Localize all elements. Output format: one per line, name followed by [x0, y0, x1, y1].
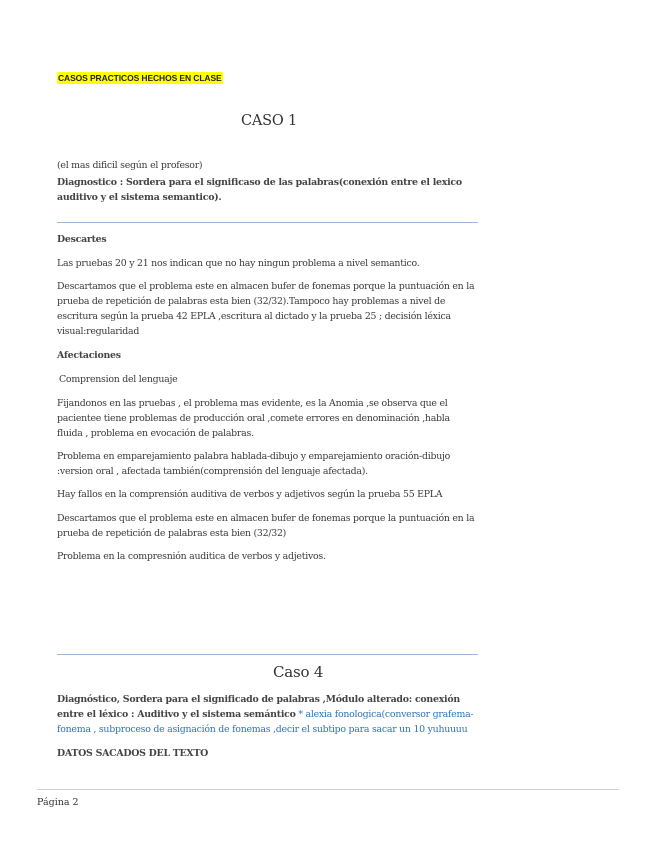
descartes-paragraph-2: Descartamos que el problema este en almacen bufer de fonemas porque la puntuación en la prueba de repetición de palabras esta bien (32/32).Tampoco hay problemas a nivel de escritura según la prueba 42 EPLA ,escritura al dictado y la prueba 25 ; decisión léxica visual:regularidad	[57, 281, 475, 337]
caso4-diagnostico	[57, 692, 477, 737]
datos-heading: DATOS SACADOS DEL TEXTO	[57, 748, 209, 759]
footer-divider	[37, 789, 619, 790]
afectaciones-paragraph-5: Problema en la compresnión auditica de verbos y adjetivos.	[57, 551, 326, 562]
afectaciones-paragraph-4: Descartamos que el problema este en almacen bufer de fonemas porque la puntuación en la prueba de repetición de palabras esta bien (32/32)	[57, 513, 475, 539]
descartes-heading: Descartes	[57, 234, 107, 245]
caso4-title: Caso 4	[273, 663, 324, 681]
comprension-heading: Comprension del lenguaje	[59, 374, 178, 385]
caso4-diagnostico-bold: Diagnóstico, Sordera para el significado de palabras ,Módulo alterado: conexión entre el léxico : Auditivo y el sistema semántico	[57, 694, 460, 720]
page-number: Página 2	[37, 797, 79, 808]
highlighted-header: CASOS PRACTICOS HECHOS EN CLASE	[58, 73, 222, 83]
section-divider	[57, 654, 478, 655]
afectaciones-paragraph-2: Problema en emparejamiento palabra hablada-dibujo y emparejamiento oración-dibujo :version oral , afectada también(comprensión del lenguaje afectada).	[57, 451, 451, 477]
afectaciones-heading: Afectaciones	[57, 350, 121, 361]
caso4-diagnostico-blue: * alexia fonologica(conversor grafema-fonema , subproceso de asignación de fonemas ,decir el subtipo para sacar un 10 yuhuuuu	[57, 709, 474, 735]
caso1-note: (el mas dificil según el profesor)	[57, 160, 203, 171]
caso1-title: CASO 1	[241, 113, 298, 129]
afectaciones-paragraph-3: Hay fallos en la comprensión auditiva de verbos y adjetivos según la prueba 55 EPLA	[57, 489, 443, 500]
descartes-paragraph-1: Las pruebas 20 y 21 nos indican que no hay ningun problema a nivel semantico.	[57, 258, 420, 269]
caso1-diagnostico: Diagnostico : Sordera para el significaso de las palabras(conexión entre el lexico auditivo y el sistema semantico).	[57, 177, 462, 203]
afectaciones-paragraph-1: Fijandonos en las pruebas , el problema mas evidente, es la Anomia ,se observa que el pacientee tiene problemas de producción oral ,comete errores en denominación ,habla fluida , problema en evocación de palabras.	[57, 398, 450, 439]
section-divider	[57, 222, 478, 223]
